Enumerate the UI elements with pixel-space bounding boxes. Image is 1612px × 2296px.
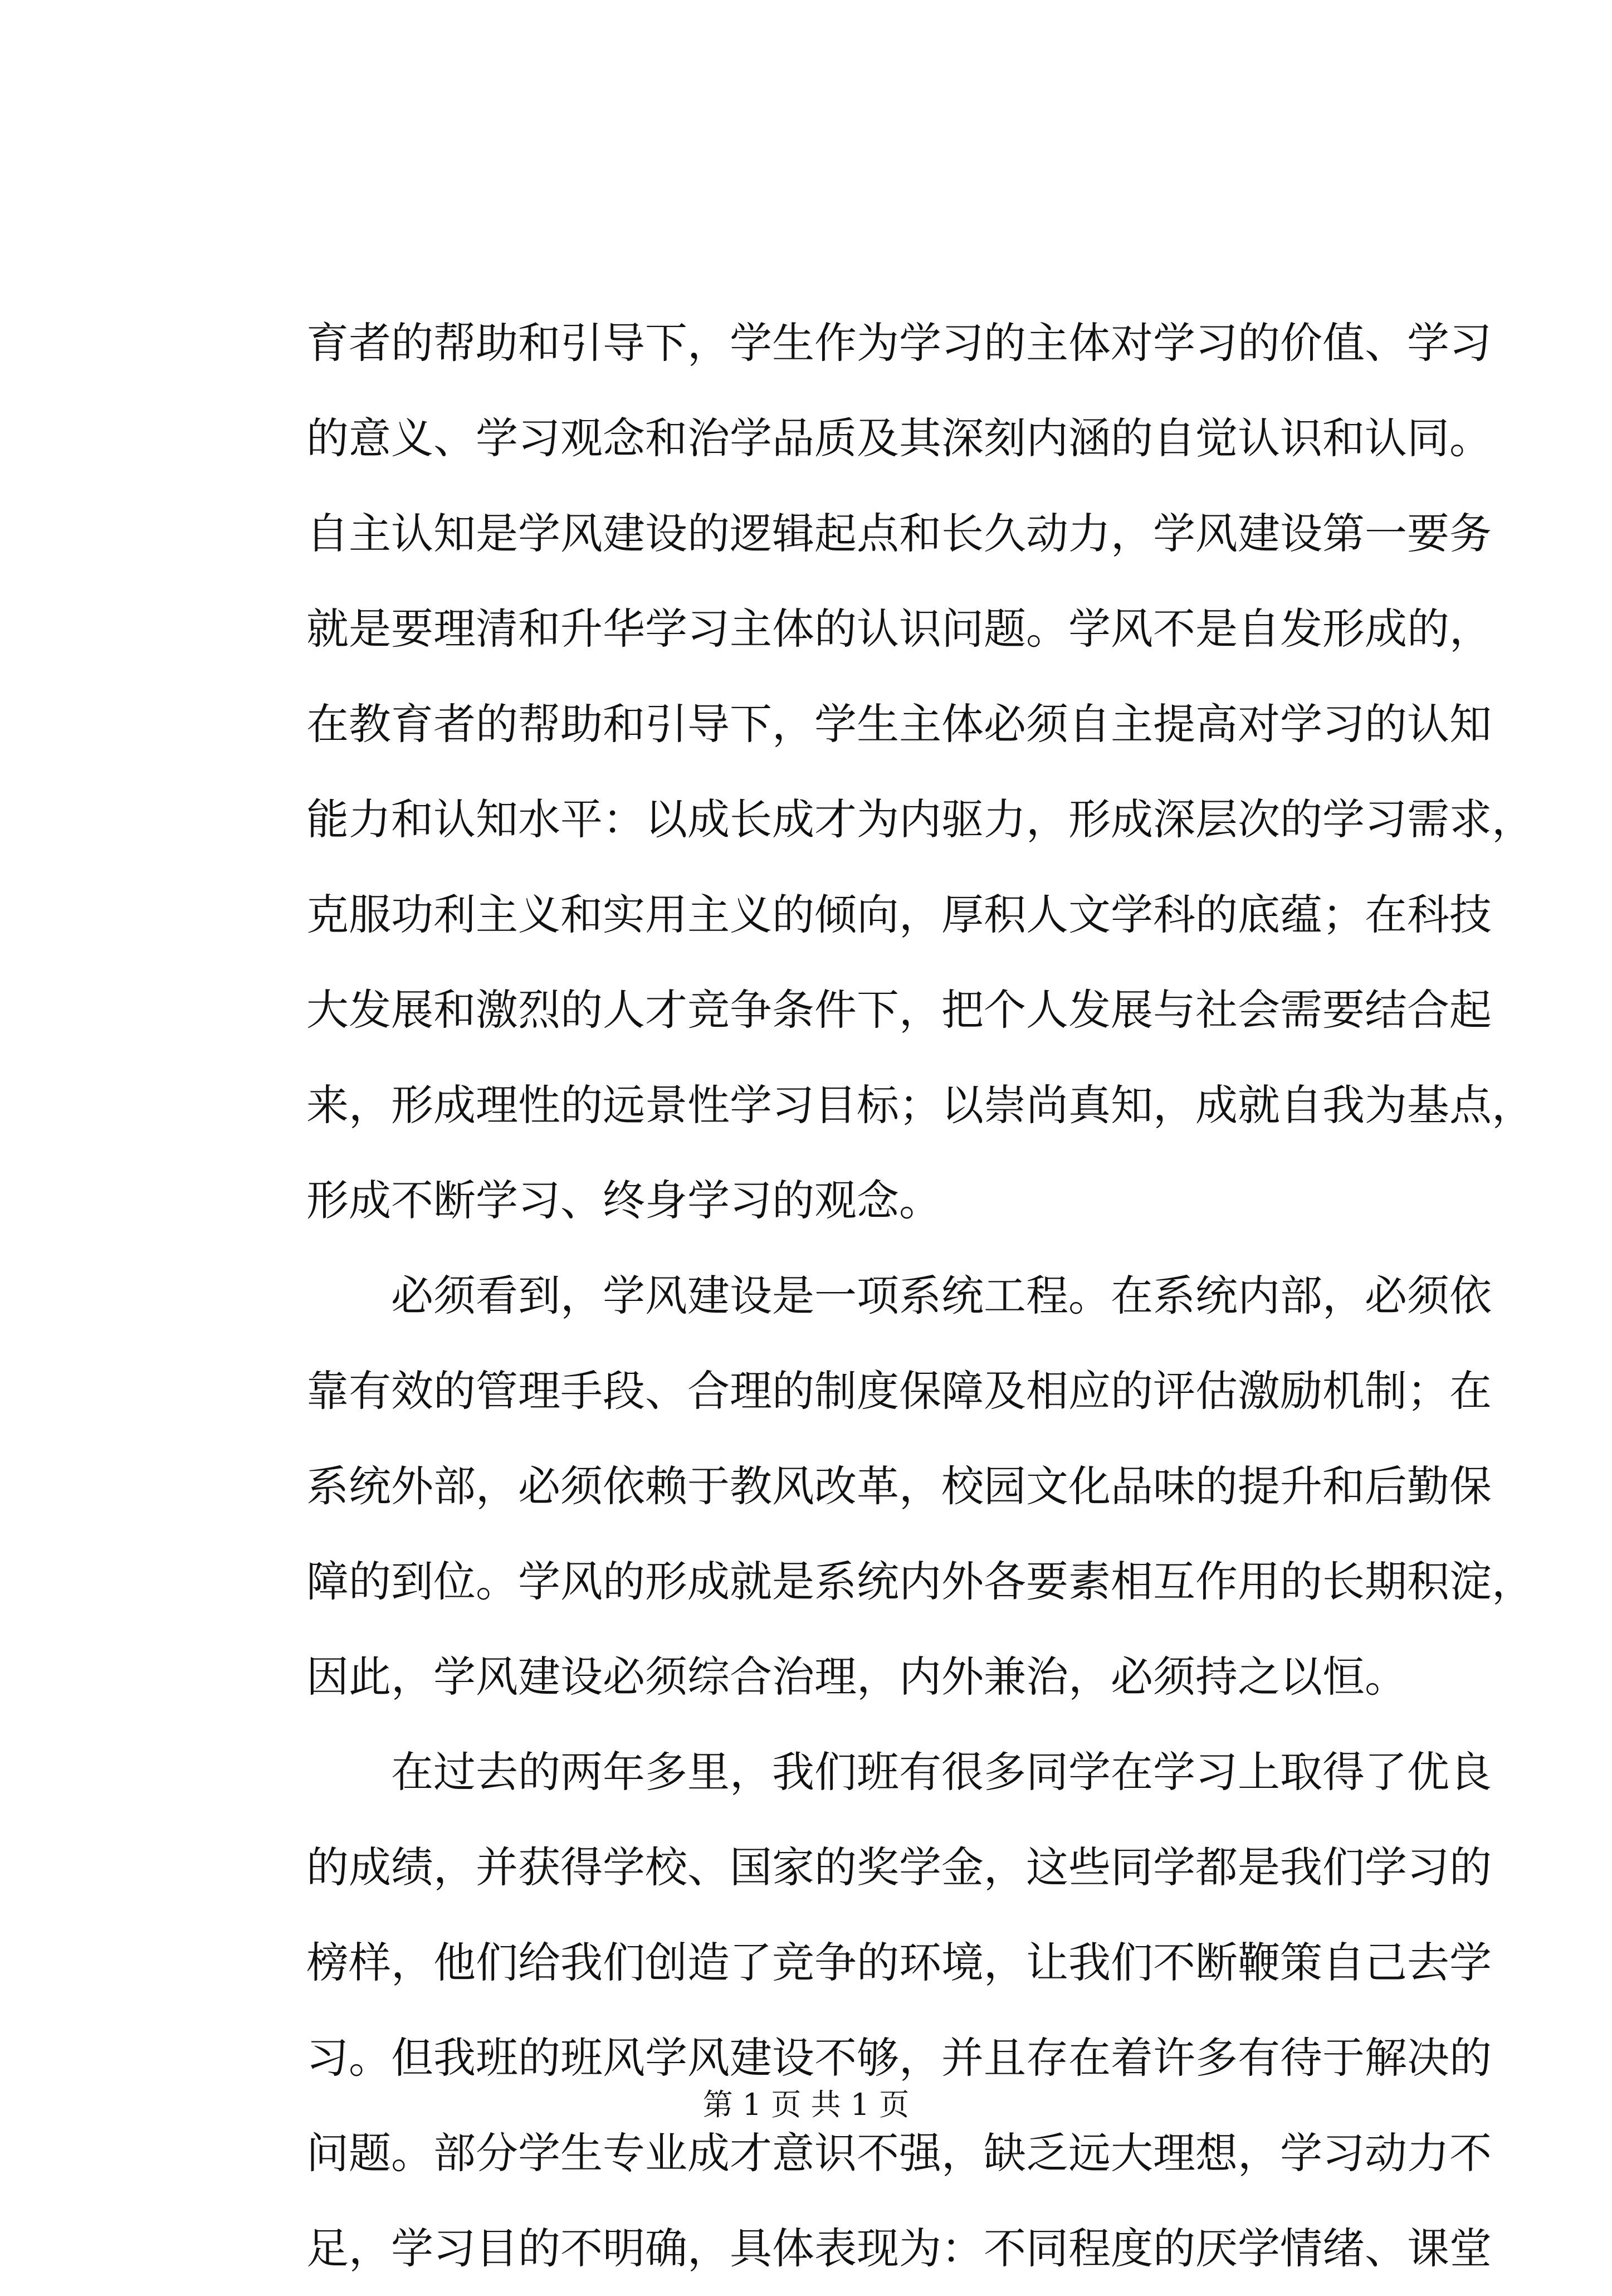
- text-line: 的意义、学习观念和治学品质及其深刻内涵的自觉认识和认同。: [306, 413, 1492, 463]
- text-line: 必须看到，学风建设是一项系统工程。在系统内部，必须依: [306, 1271, 1492, 1320]
- page-footer: 第 1 页 共 1 页: [702, 2087, 910, 2122]
- text-line: 习。但我班的班风学风建设不够，并且存在着许多有待于解决的: [306, 2033, 1492, 2083]
- text-line: 障的到位。学风的形成就是系统内外各要素相互作用的长期积淀，: [306, 1557, 1534, 1606]
- body-text: [306, 295, 1534, 2296]
- text-line: 在教育者的帮助和引导下，学生主体必须自主提高对学习的认知: [306, 699, 1492, 749]
- text-line: 在过去的两年多里，我们班有很多同学在学习上取得了优良: [306, 1747, 1492, 1797]
- text-line: 育者的帮助和引导下，学生作为学习的主体对学习的价值、学习: [306, 318, 1492, 368]
- text-line: 来，形成理性的远景性学习目标；以崇尚真知，成就自我为基点，: [306, 1080, 1534, 1130]
- text-line: 就是要理清和升华学习主体的认识问题。学风不是自发形成的，: [306, 604, 1492, 654]
- text-line: 系统外部，必须依赖于教风改革，校园文化品味的提升和后勤保: [306, 1461, 1492, 1511]
- text-line: 靠有效的管理手段、合理的制度保障及相应的评估激励机制；在: [306, 1366, 1492, 1416]
- text-line: 克服功利主义和实用主义的倾向，厚积人文学科的底蕴；在科技: [306, 890, 1492, 939]
- text-line: 能力和认知水平：以成长成才为内驱力，形成深层次的学习需求，: [306, 794, 1534, 844]
- text-line: 足，学习目的不明确，具体表现为：不同程度的厌学情绪、课堂: [306, 2224, 1492, 2273]
- text-line: 因此，学风建设必须综合治理，内外兼治，必须持之以恒。: [306, 1652, 1407, 1702]
- text-line: 自主认知是学风建设的逻辑起点和长久动力，学风建设第一要务: [306, 509, 1492, 558]
- text-line: 榜样，他们给我们创造了竞争的环境，让我们不断鞭策自己去学: [306, 1938, 1492, 1987]
- text-line: 形成不断学习、终身学习的观念。: [306, 1176, 941, 1225]
- text-line: 大发展和激烈的人才竞争条件下，把个人发展与社会需要结合起: [306, 985, 1492, 1035]
- text-line: 问题。部分学生专业成才意识不强，缺乏远大理想，学习动力不: [306, 2128, 1492, 2178]
- text-line: 的成绩，并获得学校、国家的奖学金，这些同学都是我们学习的: [306, 1842, 1492, 1892]
